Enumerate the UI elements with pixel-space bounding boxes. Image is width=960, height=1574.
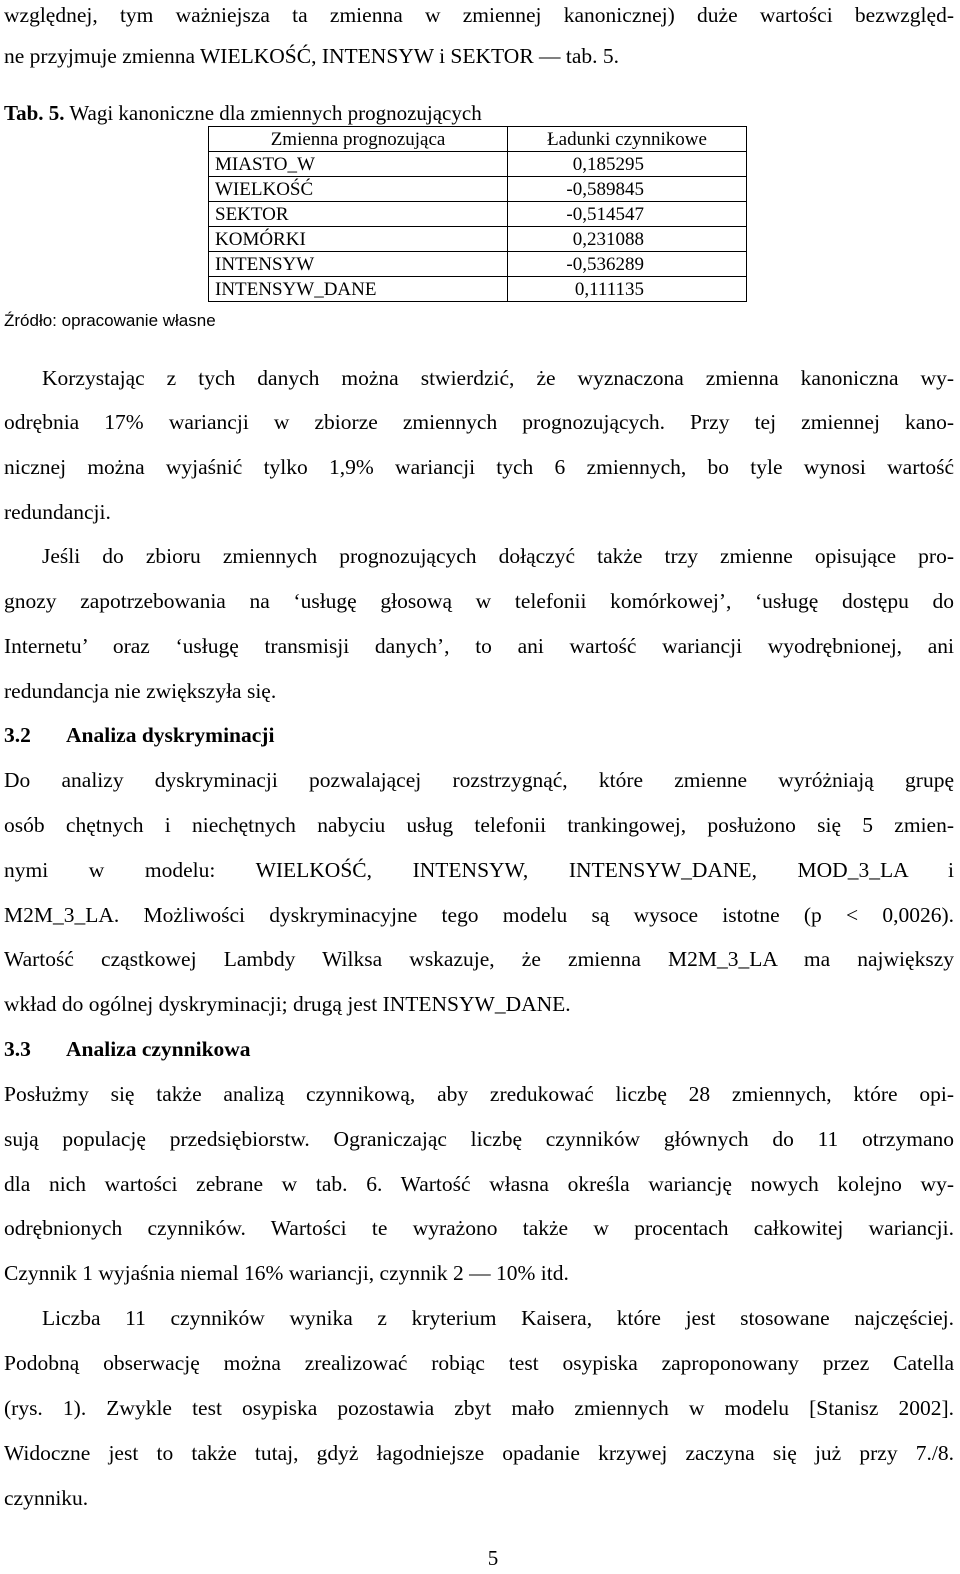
para1-line-2: odrębnia 17% wariancji w zbiorze zmiennych prognozujących. Przy tej zmiennej kano-	[4, 410, 954, 434]
row-value: -0,514547	[508, 202, 747, 227]
section-heading-3-2	[4, 722, 274, 748]
para3-line-3: nymi w modelu: WIELKOŚĆ, INTENSYW, INTENSYW_DANE, MOD_3_LA i	[4, 858, 954, 882]
page-number: 5	[487, 1546, 499, 1570]
header-predictor: Zmienna prognozująca	[209, 127, 508, 152]
row-variable: WIELKOŚĆ	[209, 177, 508, 202]
table-label: Tab. 5.	[4, 101, 65, 125]
row-value: 0,111135	[508, 277, 747, 302]
row-variable: MIASTO_W	[209, 152, 508, 177]
para4-line-3: dla nich wartości zebrane w tab. 6. Wartość własna określa wariancję nowych kolejno wy-	[4, 1172, 954, 1196]
para4-line-5: Czynnik 1 wyjaśnia niemal 16% wariancji, czynnik 2 — 10% itd.	[4, 1261, 569, 1285]
para3-line-2: osób chętnych i niechętnych nabyciu usług telefonii trankingowej, posłużono się 5 zmien-	[4, 813, 954, 837]
row-variable: INTENSYW_DANE	[209, 277, 508, 302]
row-value: -0,536289	[508, 252, 747, 277]
para1-line-3: nicznej można wyjaśnić tylko 1,9% wariancji tych 6 zmiennych, bo tyle wynosi wartość	[4, 455, 954, 479]
para1-line-4: redundancji.	[4, 500, 111, 524]
para4-line-1: Posłużmy się także analizą czynnikową, aby zredukować liczbę 28 zmiennych, które opi-	[4, 1082, 954, 1106]
para5-line-1: Liczba 11 czynników wynika z kryterium Kaisera, które jest stosowane najczęściej.	[42, 1306, 954, 1330]
table-title: Wagi kanoniczne dla zmiennych prognozujących	[69, 101, 482, 125]
canonical-weights-table	[208, 126, 747, 302]
para2-line-4: redundancja nie zwiększyła się.	[4, 679, 277, 703]
table-caption	[4, 100, 954, 126]
para5-line-4: Widoczne jest to także tutaj, gdyż łagodniejsze opadanie krzywej zaczyna się już przy 7./8.	[4, 1441, 954, 1465]
para2-line-1: Jeśli do zbioru zmiennych prognozujących dołączyć także trzy zmienne opisujące pro-	[42, 544, 954, 568]
para2-line-3: Internetu’ oraz ‘usługę transmisji danych’, to ani wartość wariancji wyodrębnionej, ani	[4, 634, 954, 658]
section-number: 3.3	[4, 1037, 31, 1061]
para4-line-4: odrębnionych czynników. Wartości te wyrażono także w procentach całkowitej wariancji.	[4, 1216, 954, 1240]
row-value: 0,185295	[508, 152, 747, 177]
para5-line-3: (rys. 1). Zwykle test osypiska pozostawia zbyt mało zmiennych w modelu [Stanisz 2002].	[4, 1396, 954, 1420]
para1-line-1: Korzystając z tych danych można stwierdzić, że wyznaczona zmienna kanoniczna wy-	[42, 366, 954, 390]
table-header-row	[209, 127, 747, 152]
row-value: 0,231088	[508, 227, 747, 252]
table-row	[209, 252, 747, 277]
table-row	[209, 202, 747, 227]
para5-line-5: czynniku.	[4, 1486, 89, 1510]
row-variable: INTENSYW	[209, 252, 508, 277]
para4-line-2: sują populację przedsiębiorstw. Ograniczając liczbę czynników głównych do 11 otrzymano	[4, 1127, 954, 1151]
table-row	[209, 152, 747, 177]
para2-line-2: gnozy zapotrzebowania na ‘usługę głosową w telefonii komórkowej’, ‘usługę dostępu do	[4, 589, 954, 613]
row-value: -0,589845	[508, 177, 747, 202]
header-loadings: Ładunki czynnikowe	[508, 127, 747, 152]
para3-line-6: wkład do ogólnej dyskryminacji; drugą jest INTENSYW_DANE.	[4, 992, 571, 1016]
table-source: Źródło: opracowanie własne	[4, 311, 216, 330]
table-row	[209, 227, 747, 252]
para3-line-5: Wartość cząstkowej Lambdy Wilksa wskazuje, że zmienna M2M_3_LA ma największy	[4, 947, 954, 971]
intro-line-2: ne przyjmuje zmienna WIELKOŚĆ, INTENSYW i SEKTOR — tab. 5.	[4, 44, 620, 68]
table-row	[209, 277, 747, 302]
intro-line-1: względnej, tym ważniejsza ta zmienna w zmiennej kanonicznej) duże wartości bezwzględ-	[4, 3, 954, 27]
para3-line-4: M2M_3_LA. Możliwości dyskryminacyjne tego modelu są wysoce istotne (p < 0,0026).	[4, 903, 954, 927]
section-title: Analiza czynnikowa	[66, 1037, 251, 1061]
para5-line-2: Podobną obserwację można zrealizować robiąc test osypiska zaproponowany przez Catella	[4, 1351, 954, 1375]
section-number: 3.2	[4, 723, 31, 747]
row-variable: KOMÓRKI	[209, 227, 508, 252]
section-title: Analiza dyskryminacji	[66, 723, 275, 747]
row-variable: SEKTOR	[209, 202, 508, 227]
para3-line-1: Do analizy dyskryminacji pozwalającej rozstrzygnąć, które zmienne wyróżniają grupę	[4, 768, 954, 792]
table-row	[209, 177, 747, 202]
section-heading-3-3	[4, 1036, 251, 1062]
